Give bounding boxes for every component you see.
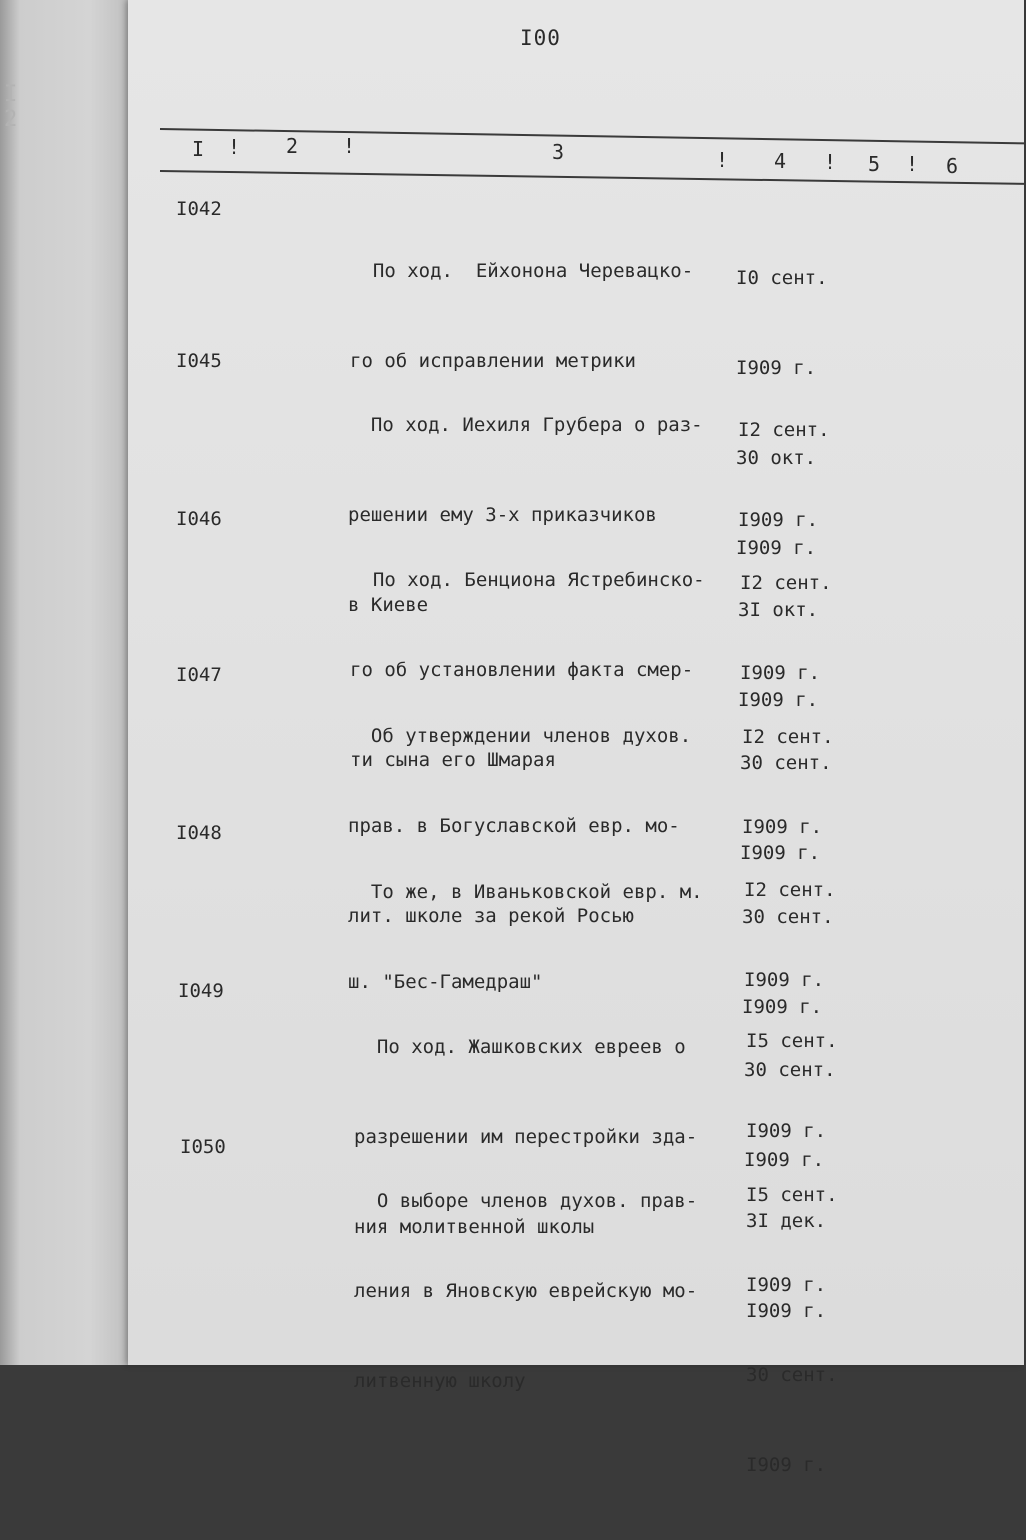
entry-date-start: I2 сент. [738,419,830,441]
entry-date-end: 30 сент. [746,1364,838,1386]
entry-title-line: прав. в Богуславской евр. мо- [348,815,680,837]
entry-number: I049 [178,980,224,1002]
entry-date-start-year: I909 г. [746,1274,827,1296]
header-separator-4: ! [824,150,837,174]
entry-date-end: 3I окт. [738,599,819,621]
entry-date-end-year: I909 г. [746,1454,827,1476]
entry-date-start: I0 сент. [736,267,828,289]
header-separator-2: ! [343,134,356,158]
entry-title-line: По ход. Бенциона Ястребинско- [350,569,705,591]
entry-dates [746,1120,838,1540]
entry-title-line: решении ему 3-х приказчиков [348,504,657,526]
entry-number: I045 [176,350,222,372]
entry-date-start-year: I909 г. [746,1120,827,1142]
entry-date-end-year: I909 г. [740,842,821,864]
entry-title-line: ния молитвенной школы [354,1216,595,1238]
entry-number: I047 [176,664,222,686]
entry-number: I046 [176,508,222,530]
entry-title-line: разрешении им перестройки зда- [354,1126,698,1148]
header-separator-5: ! [906,152,919,176]
underlying-page-marks: I 2 [4,82,48,132]
entry-date-start-year: I909 г. [742,816,823,838]
entry-date-end: 30 сент. [744,1059,836,1081]
entry-title-line: По ход. Иехиля Грубера о раз- [348,414,703,436]
entry-title [354,1126,697,1456]
header-col-3: 3 [552,140,565,164]
entry-date-end: 3I дек. [746,1210,827,1232]
entry-title-line: По ход. Ейхонона Черевацко- [350,260,694,282]
header-col-4: 4 [774,149,787,173]
entry-date-start: I5 сент. [746,1184,838,1206]
header-separator-3: ! [716,148,729,172]
entry-title-line: То же, в Иваньковской евр. м. [348,881,703,903]
entry-title-line: го об установлении факта смер- [350,659,694,681]
entry-number: I042 [176,198,222,220]
header-col-5: 5 [868,152,881,176]
entry-title-line: лит. школе за рекой Росью [348,905,634,927]
entry-title-line: Об утверждении членов духов. [348,725,692,747]
entry-title-line: ти сына его Шмарая [350,749,556,771]
entry-title-line: По ход. Жашковских евреев о [354,1036,686,1058]
entry-date-end: 30 сент. [740,752,832,774]
page-number: I00 [520,26,561,50]
entry-date-start-year: I909 г. [738,509,819,531]
header-col-1: I [192,137,205,161]
header-col-2: 2 [286,134,299,158]
entry-date-end: 30 сент. [742,906,834,928]
entry-date-start-year: I909 г. [736,357,817,379]
entry-title-line: О выборе членов духов. прав- [354,1190,698,1212]
entry-date-end-year: I909 г. [744,1149,825,1171]
entry-title-line: ш. "Бес-Гамедраш" [348,971,543,993]
entry-date-end-year: I909 г. [746,1300,827,1322]
entry-date-start: I2 сент. [740,572,832,594]
entry-number: I050 [180,1136,226,1158]
entry-title-line: ления в Яновскую еврейскую мо- [354,1280,698,1302]
underlying-page-edge [0,0,130,1365]
entry-title-line: в Киеве [348,594,429,616]
entry-date-start: I2 сент. [744,879,836,901]
entry-date-end-year: I909 г. [738,689,819,711]
entry-date-end: 30 окт. [736,447,817,469]
entry-date-start: I5 сент. [746,1030,838,1052]
entry-date-start: I2 сент. [742,726,834,748]
header-col-6: 6 [946,154,959,178]
entry-date-end-year: I909 г. [736,537,817,559]
entry-number: I048 [176,822,222,844]
header-separator-1: ! [228,135,241,159]
entry-title-line: го об исправлении метрики [350,350,636,372]
entry-date-start-year: I909 г. [744,969,825,991]
entry-date-end-year: I909 г. [742,996,823,1018]
entry-date-start-year: I909 г. [740,662,821,684]
entry-title-line: литвенную школу [354,1370,526,1392]
